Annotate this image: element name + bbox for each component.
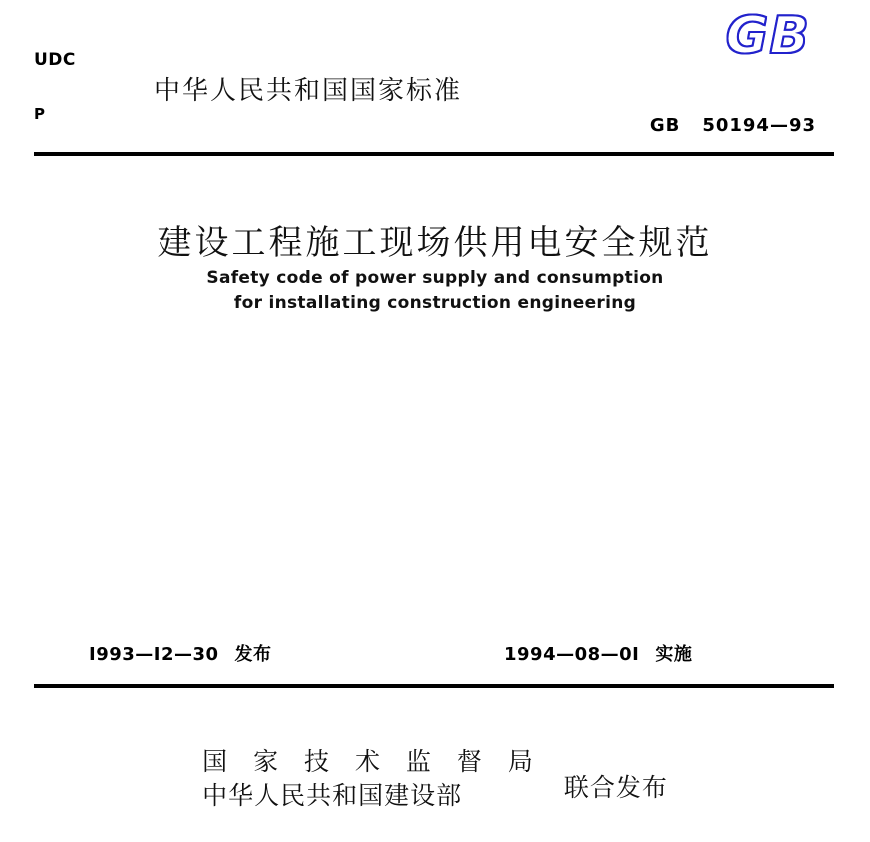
publisher-secondary: 中华人民共和国建设部	[202, 781, 463, 810]
standard-prefix: GB	[649, 115, 681, 136]
joint-issue-label: 联合发布	[563, 773, 668, 802]
footer-divider-rule	[34, 684, 834, 688]
effective-date-label: 实施	[655, 644, 693, 665]
udc-label: UDC	[34, 50, 76, 70]
issue-date-group	[89, 640, 272, 666]
issue-date-value: I993—I2—30	[89, 644, 219, 665]
publisher-block	[0, 745, 870, 813]
title-english	[0, 266, 870, 316]
document-header	[34, 6, 834, 150]
effective-date-value: 1994—08—0I	[504, 644, 640, 665]
standard-code: 50194—93	[702, 115, 816, 136]
gb-logo: GB	[725, 6, 810, 66]
classification-mark: P	[34, 105, 45, 123]
issue-date-label: 发布	[234, 644, 272, 665]
title-chinese: 建设工程施工现场供用电安全规范	[157, 223, 713, 263]
header-divider-rule	[34, 152, 834, 156]
title-english-line-2: for installating construction engineering	[233, 293, 637, 313]
standard-number	[650, 115, 816, 136]
dates-row	[34, 640, 834, 670]
title-english-line-1: Safety code of power supply and consumption	[206, 268, 664, 288]
effective-date-group	[504, 640, 692, 666]
national-standard-heading: 中华人民共和国国家标准	[154, 76, 463, 106]
publisher-names	[202, 745, 542, 813]
publisher-primary: 国 家 技 术 监 督 局	[202, 747, 542, 776]
